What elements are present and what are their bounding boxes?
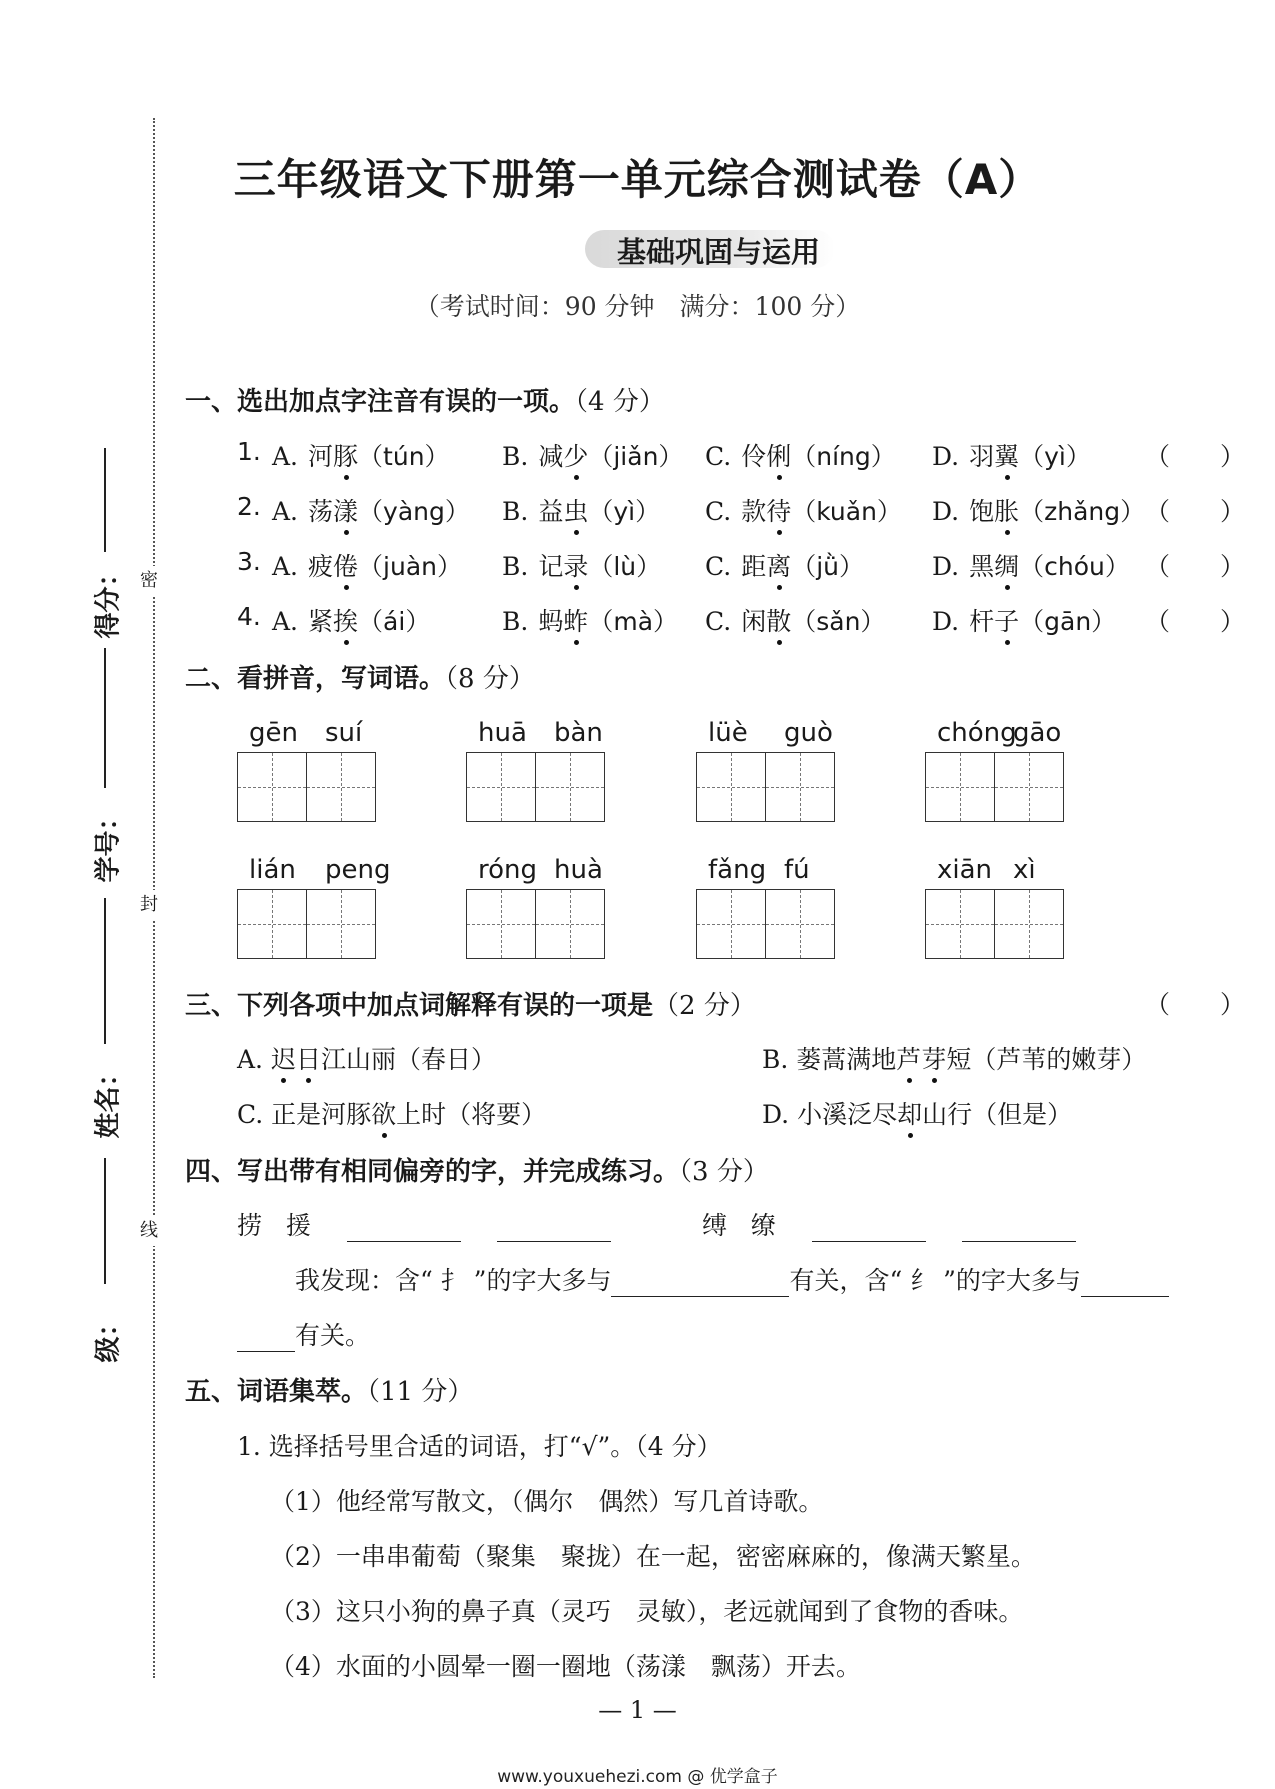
q1-option-c: C. 距离（jǜ） bbox=[705, 547, 864, 583]
q4-blank-4[interactable] bbox=[962, 1241, 1076, 1242]
footer-watermark: www.youxuehezi.com @ 优学盒子 bbox=[497, 1767, 778, 1787]
pinyin-syllable-2: xì bbox=[1013, 855, 1036, 885]
q3-option-a: A. 迟日江山丽（春日） bbox=[237, 1040, 496, 1076]
writing-box[interactable] bbox=[306, 889, 376, 959]
dotted-char: 俐 bbox=[766, 437, 791, 473]
name-label: 姓名： bbox=[93, 1060, 124, 1139]
q4-finding-line: 我发现：含“ 扌 ”的字大多与 有关，含“ 纟 ”的字大多与 bbox=[295, 1261, 1169, 1297]
q5-item-1: （1）他经常写散文，（偶尔 偶然）写几首诗歌。 bbox=[270, 1487, 824, 1516]
q1-answer-paren[interactable]: （ ） bbox=[1145, 552, 1246, 581]
pinyin-syllable-2: guò bbox=[784, 718, 833, 748]
writing-box[interactable] bbox=[237, 889, 307, 959]
q3-heading: 三、下列各项中加点词解释有误的一项是（2 分） bbox=[185, 991, 756, 1021]
writing-box[interactable] bbox=[925, 889, 995, 959]
seal-char-feng: 封 bbox=[140, 890, 158, 920]
dotted-char: 待 bbox=[766, 492, 791, 528]
writing-box[interactable] bbox=[237, 752, 307, 822]
q1-option-d: D. 黑绸（chóu） bbox=[932, 547, 1130, 583]
q4-finding-blank-1[interactable] bbox=[611, 1296, 789, 1297]
dotted-char: 子 bbox=[994, 602, 1019, 638]
q2-heading: 二、看拼音，写词语。（8 分） bbox=[185, 664, 535, 694]
dotted-char: 少 bbox=[563, 437, 588, 473]
exam-info: （考试时间：90 分钟 满分：100 分） bbox=[414, 292, 861, 321]
subtitle-banner bbox=[585, 226, 885, 270]
q1-row-number: 3. bbox=[237, 547, 261, 576]
q1-heading: 一、选出加点字注音有误的一项。（4 分） bbox=[185, 387, 665, 417]
q4-radical-row: 捞 援 bbox=[237, 1206, 611, 1242]
student-id-label: 学号： bbox=[93, 804, 124, 883]
q4-finding-blank-2[interactable] bbox=[1081, 1296, 1169, 1297]
q4-heading: 四、写出带有相同偏旁的字，并完成练习。（3 分） bbox=[185, 1157, 769, 1187]
pinyin-syllable-2: fú bbox=[784, 855, 810, 885]
dotted-char: 翼 bbox=[994, 437, 1019, 473]
pinyin-syllable-2: gāo bbox=[1013, 718, 1062, 748]
q5-heading: 五、词语集萃。（11 分） bbox=[185, 1377, 474, 1407]
page-number: — 1 — bbox=[598, 1696, 677, 1724]
pinyin-syllable-1: huā bbox=[478, 718, 527, 748]
q4-finding-line-2: 有关。 bbox=[237, 1316, 370, 1352]
pinyin-syllable-2: peng bbox=[325, 855, 391, 885]
q1-option-b: B. 记录（lù） bbox=[502, 547, 661, 583]
q5-sub1: 1. 选择括号里合适的词语，打“√”。（4 分） bbox=[237, 1432, 722, 1461]
dotted-char: 绸 bbox=[994, 547, 1019, 583]
q1-option-a: A. 紧挨（ái） bbox=[272, 602, 430, 638]
writing-box[interactable] bbox=[925, 752, 995, 822]
writing-box[interactable] bbox=[994, 889, 1064, 959]
q1-option-b: B. 益虫（yì） bbox=[502, 492, 660, 528]
q1-row-number: 1. bbox=[237, 437, 261, 466]
dotted-char: 迟 bbox=[271, 1040, 296, 1076]
q3-option-c: C. 正是河豚欲上时（将要） bbox=[237, 1095, 546, 1131]
dotted-char: 离 bbox=[766, 547, 791, 583]
q4-blank-1[interactable] bbox=[347, 1241, 461, 1242]
dotted-char: 录 bbox=[563, 547, 588, 583]
q1-option-b: B. 蚂蚱（mà） bbox=[502, 602, 678, 638]
page-title: 三年级语文下册第一单元综合测试卷（A） bbox=[233, 155, 1042, 204]
q1-option-d: D. 羽翼（yì） bbox=[932, 437, 1091, 473]
q4-finding-blank-2b[interactable] bbox=[237, 1351, 295, 1352]
q1-option-a: A. 疲倦（juàn） bbox=[272, 547, 462, 583]
q1-option-b: B. 减少（jiǎn） bbox=[502, 437, 683, 473]
q1-option-c: C. 伶俐（níng） bbox=[705, 437, 896, 473]
q4-blank-2[interactable] bbox=[497, 1241, 611, 1242]
q3-option-b: B. 蒌蒿满地芦芽短（芦苇的嫩芽） bbox=[762, 1040, 1146, 1076]
class-label: 级： bbox=[93, 1310, 124, 1363]
pinyin-syllable-2: bàn bbox=[554, 718, 603, 748]
dotted-char: 胀 bbox=[994, 492, 1019, 528]
writing-box[interactable] bbox=[306, 752, 376, 822]
q1-option-a: A. 荡漾（yàng） bbox=[272, 492, 470, 528]
q1-answer-paren[interactable]: （ ） bbox=[1145, 607, 1246, 636]
dotted-char: 漾 bbox=[333, 492, 358, 528]
pinyin-syllable-2: huà bbox=[554, 855, 603, 885]
pinyin-syllable-1: lüè bbox=[708, 718, 748, 748]
dotted-char: 欲 bbox=[371, 1095, 396, 1131]
writing-box[interactable] bbox=[994, 752, 1064, 822]
name-line bbox=[104, 898, 106, 1044]
writing-box[interactable] bbox=[535, 752, 605, 822]
q4-blank-3[interactable] bbox=[812, 1241, 926, 1242]
dotted-char: 芦 bbox=[896, 1040, 921, 1076]
q1-answer-paren[interactable]: （ ） bbox=[1145, 497, 1246, 526]
q4-radical-row-2: 缚 缭 bbox=[702, 1206, 1076, 1242]
q1-answer-paren[interactable]: （ ） bbox=[1145, 442, 1246, 471]
dotted-char: 倦 bbox=[333, 547, 358, 583]
q1-option-c: C. 款待（kuǎn） bbox=[705, 492, 902, 528]
pinyin-syllable-1: gēn bbox=[249, 718, 298, 748]
seal-char-mi: 密 bbox=[140, 566, 158, 596]
q1-option-d: D. 饱胀（zhǎng） bbox=[932, 492, 1145, 528]
writing-box[interactable] bbox=[765, 752, 835, 822]
class-line bbox=[104, 1158, 106, 1284]
seal-char-xian: 线 bbox=[140, 1216, 158, 1246]
dotted-char: 芽 bbox=[921, 1040, 946, 1076]
score-line bbox=[104, 448, 106, 552]
writing-box[interactable] bbox=[466, 889, 536, 959]
q1-option-c: C. 闲散（sǎn） bbox=[705, 602, 885, 638]
score-label: 得分： bbox=[93, 560, 124, 639]
q1-row-number: 2. bbox=[237, 492, 261, 521]
q1-row-number: 4. bbox=[237, 602, 261, 631]
pinyin-syllable-2: suí bbox=[325, 718, 363, 748]
q5-item-4: （4）水面的小圆晕一圈一圈地（荡漾 飘荡）开去。 bbox=[270, 1652, 861, 1681]
dotted-char: 挨 bbox=[333, 602, 358, 638]
pinyin-syllable-1: róng bbox=[478, 855, 538, 885]
writing-box[interactable] bbox=[696, 752, 766, 822]
subtitle-text: 基础巩固与运用 bbox=[617, 235, 821, 269]
q3-answer-paren[interactable]: （ ） bbox=[1145, 990, 1246, 1019]
dotted-char: 散 bbox=[766, 602, 791, 638]
q5-item-2: （2）一串串葡萄（聚集 聚拢）在一起，密密麻麻的，像满天繁星。 bbox=[270, 1542, 1036, 1571]
dotted-char: 虫 bbox=[563, 492, 588, 528]
writing-box[interactable] bbox=[466, 752, 536, 822]
pinyin-syllable-1: xiān bbox=[937, 855, 993, 885]
q1-option-a: A. 河豚（tún） bbox=[272, 437, 450, 473]
writing-box[interactable] bbox=[765, 889, 835, 959]
dotted-char: 蚱 bbox=[563, 602, 588, 638]
q3-option-d: D. 小溪泛尽却山行（但是） bbox=[762, 1095, 1072, 1131]
dotted-char: 日 bbox=[296, 1040, 321, 1076]
q5-item-3: （3）这只小狗的鼻子真（灵巧 灵敏），老远就闻到了食物的香味。 bbox=[270, 1597, 1024, 1626]
pinyin-syllable-1: lián bbox=[249, 855, 296, 885]
pinyin-syllable-1: fǎng bbox=[708, 855, 767, 885]
dotted-char: 豚 bbox=[333, 437, 358, 473]
dotted-char: 却 bbox=[897, 1095, 922, 1131]
pinyin-syllable-1: chóng bbox=[937, 718, 1017, 748]
writing-box[interactable] bbox=[696, 889, 766, 959]
writing-box[interactable] bbox=[535, 889, 605, 959]
student-id-line bbox=[104, 648, 106, 788]
q1-option-d: D. 杆子（gān） bbox=[932, 602, 1116, 638]
